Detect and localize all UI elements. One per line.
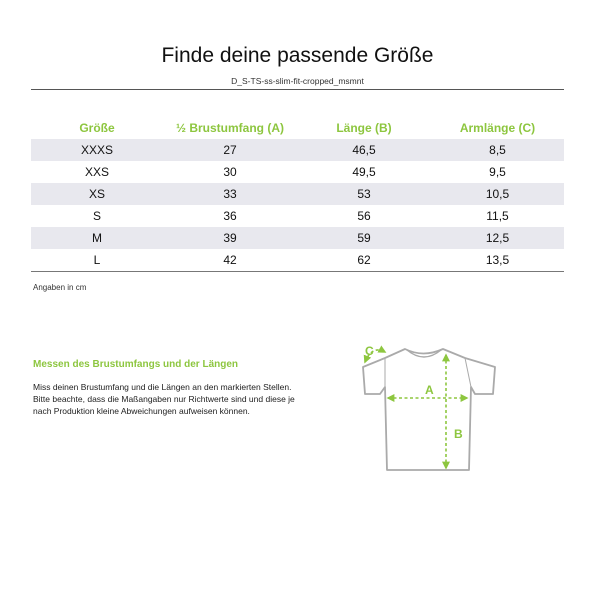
- cell-chest: 33: [163, 183, 297, 205]
- cell-sleeve: 13,5: [431, 249, 564, 272]
- table-row: [31, 205, 564, 227]
- table-header-row: [31, 117, 564, 139]
- column-header-size: Größe: [79, 121, 115, 135]
- cell-length: 46,5: [297, 139, 431, 161]
- cell-size: XS: [31, 183, 163, 205]
- cell-sleeve: 8,5: [431, 139, 564, 161]
- product-code: D_S-TS-ss-slim-fit-cropped_msmnt: [231, 76, 364, 86]
- column-header-sleeve: Armlänge (C): [459, 121, 536, 135]
- cell-size: S: [92, 209, 101, 223]
- table-row: [31, 161, 564, 183]
- tshirt-outline: [363, 349, 495, 470]
- tshirt-measurement-diagram: [355, 340, 505, 480]
- cell-size: L: [31, 249, 163, 272]
- table-row: [31, 249, 564, 272]
- cell-chest: 39: [163, 227, 297, 249]
- table-row: [31, 227, 564, 249]
- label-c: C: [365, 344, 374, 358]
- cell-length: 53: [297, 183, 431, 205]
- label-b: B: [454, 427, 463, 441]
- cell-length: 56: [357, 209, 371, 223]
- page-title: Finde deine passende Größe: [161, 44, 434, 67]
- label-a: A: [425, 383, 434, 397]
- size-table: [31, 117, 564, 272]
- cell-sleeve: 10,5: [431, 183, 564, 205]
- table-row: [31, 139, 564, 161]
- cell-chest: 42: [163, 249, 297, 272]
- column-header-length: Länge (B): [336, 121, 392, 135]
- cell-size: XXS: [84, 165, 109, 179]
- measure-heading: Messen des Brustumfangs und der Längen: [33, 359, 239, 370]
- cell-sleeve: 9,5: [489, 165, 506, 179]
- title-divider: [31, 89, 564, 90]
- cell-length: 49,5: [352, 165, 376, 179]
- cell-length: 59: [297, 227, 431, 249]
- table-row: [31, 183, 564, 205]
- cell-sleeve: 12,5: [431, 227, 564, 249]
- measure-paragraph-1: Miss deinen Brustumfang und die Längen an den markierten Stellen.: [33, 382, 292, 392]
- cell-size: XXXS: [31, 139, 163, 161]
- cell-size: M: [31, 227, 163, 249]
- measure-paragraph-2: Bitte beachte, dass die Maßangaben nur Richtwerte sind und diese je nach Produktion kleine Abweichungen aufweisen können.: [33, 394, 295, 416]
- column-header-chest: ½ Brustumfang (A): [176, 121, 284, 135]
- cell-chest: 30: [223, 165, 237, 179]
- cell-chest: 27: [163, 139, 297, 161]
- units-note: Angaben in cm: [33, 283, 87, 292]
- cell-length: 62: [297, 249, 431, 272]
- measure-instructions: [33, 381, 313, 417]
- cell-sleeve: 11,5: [486, 209, 509, 223]
- cell-chest: 36: [223, 209, 237, 223]
